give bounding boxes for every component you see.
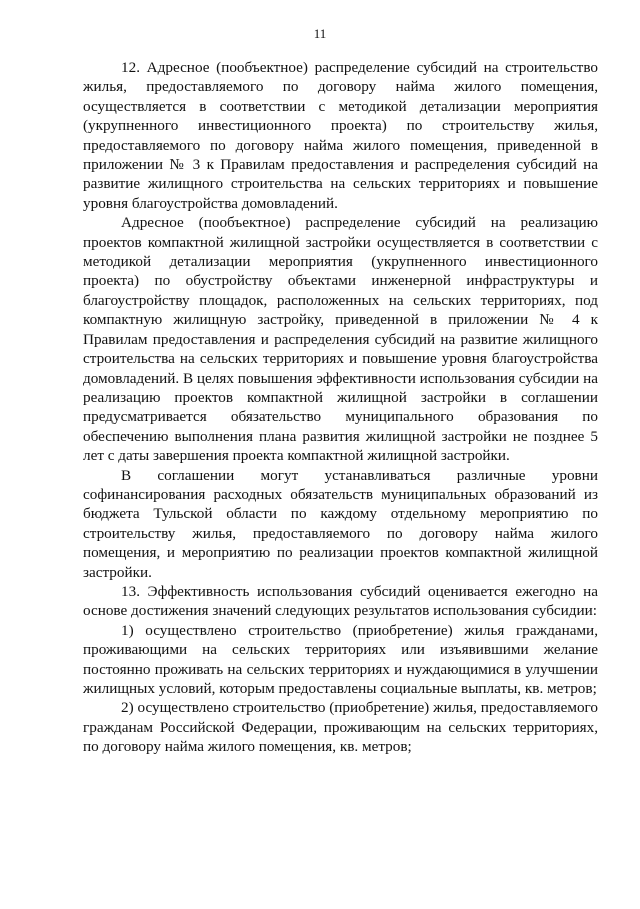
- paragraph-12: 12. Адресное (пообъектное) распределение субсидий на строительство жилья, предоставляемого по договору найма жилого помещения, осуществляется в соответствии с методикой детализации мероприятия (укрупненного инвестиционного проекта) по строительству жилья, предоставляемого по договору найма жилого помещения, приведенной в приложении № 3 к Правилам предоставления и распределения субсидий на развитие жилищного строительства на сельских территориях и повышение уровня благоустройства домовладений.: [83, 59, 598, 212]
- list-item-1: 1) осуществлено строительство (приобретение) жилья гражданами, проживающими на сельских территориях или изъявившими желание постоянно проживать на сельских территориях и нуждающимися в улучшении жилищных условий, которым предоставлены социальные выплаты, кв. метров;: [83, 621, 598, 697]
- list-item-2: 2) осуществлено строительство (приобретение) жилья, предоставляемого гражданам Российской Федерации, проживающим на сельских территориях, по договору найма жилого помещения, кв. метров;: [83, 699, 598, 756]
- paragraph-cofinancing: В соглашении могут устанавливаться различные уровни софинансирования расходных обязательств муниципальных образований из бюджета Тульской области по каждому отдельному мероприятию по строительству жилья, предоставляемого по договору найма жилого помещения, и мероприятию по реализации проектов компактной жилищной застройки.: [83, 466, 598, 581]
- document-body: [83, 58, 598, 757]
- paragraph-13: 13. Эффективность использования субсидий оценивается ежегодно на основе достижения значений следующих результатов использования субсидии:: [83, 582, 598, 620]
- page-number: 11: [313, 26, 327, 41]
- paragraph-compact-development: Адресное (пообъектное) распределение субсидий на реализацию проектов компактной жилищной застройки осуществляется в соответствии с методикой детализации мероприятия (укрупненного инвестиционного проекта) по обустройству объектами инженерной инфраструктуры и благоустройству площадок, расположенных на сельских территориях, под компактную жилищную застройку, приведенной в приложении № 4 к Правилам предоставления и распределения субсидий на развитие жилищного строительства на сельских территориях и повышение уровня благоустройства домовладений. В целях повышения эффективности использования субсидии на реализацию проектов компактной жилищной застройки в соглашении предусматривается обязательство муниципального образования по обеспечению выполнения плана развития жилищной застройки не позднее 5 лет с даты завершения проекта компактной жилищной застройки.: [83, 214, 598, 465]
